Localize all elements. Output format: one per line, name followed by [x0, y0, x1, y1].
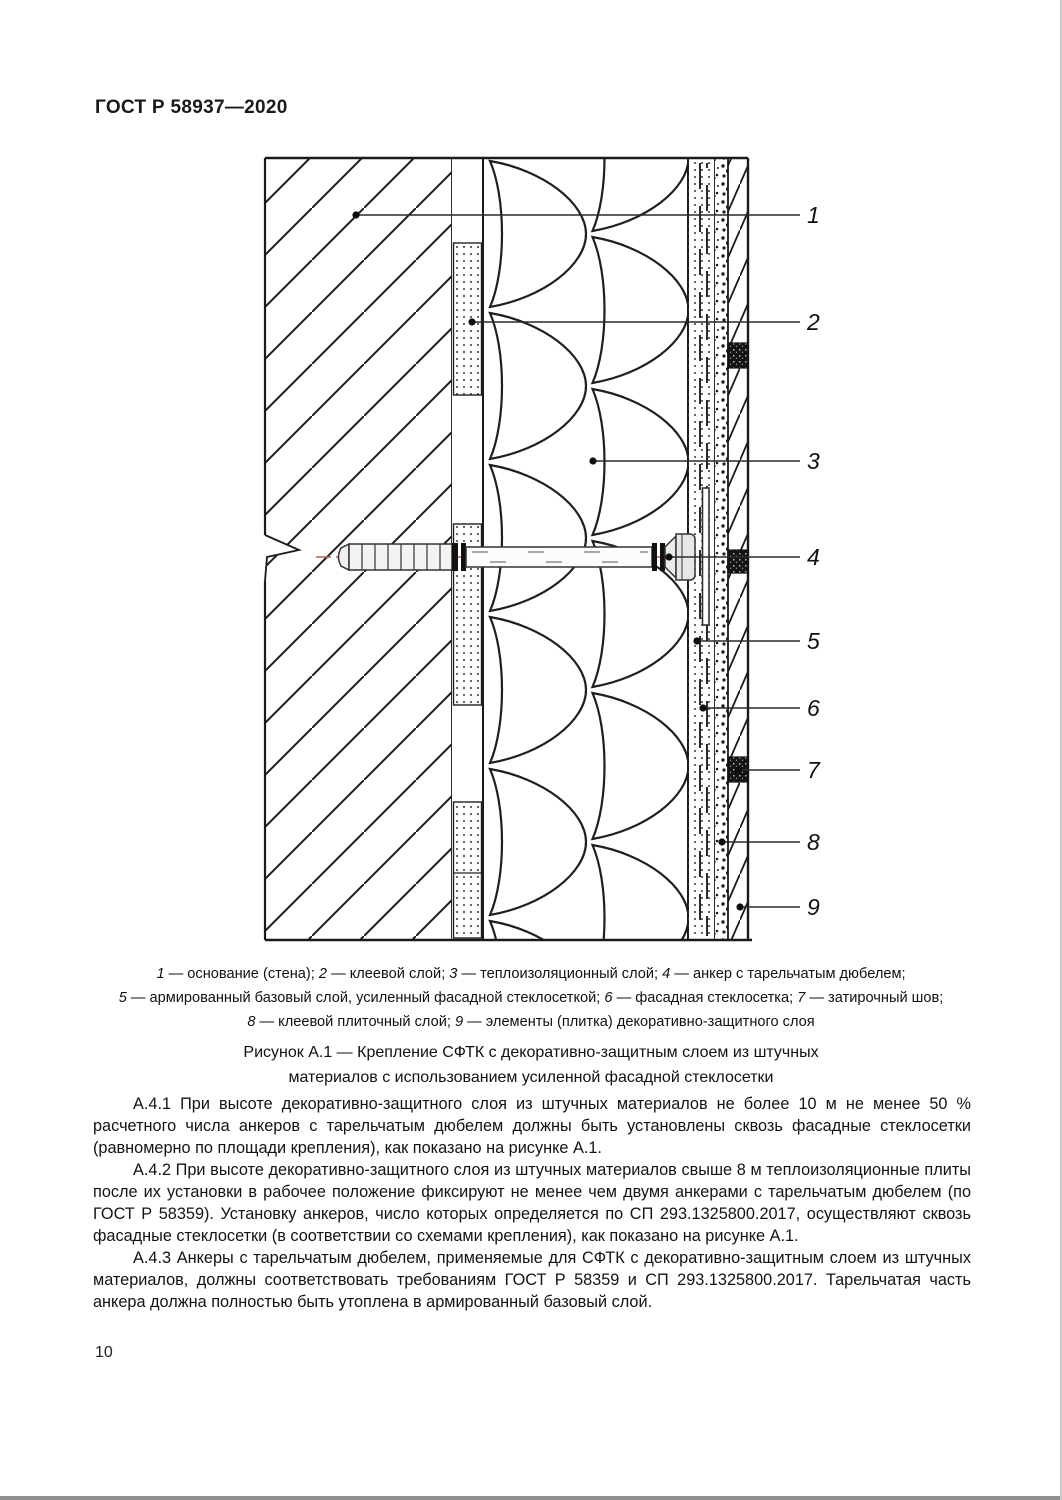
callout-numbers: [806, 202, 821, 920]
page-number: 10: [95, 1344, 113, 1361]
wall-section-drawing: [250, 150, 840, 950]
legend-item-number: 7: [797, 990, 806, 1006]
figure-a1-diagram: [250, 150, 840, 950]
layer-tile-adhesive: [715, 158, 728, 940]
legend-item-number: 2: [318, 966, 328, 982]
grout-joint: [728, 550, 748, 573]
legend-item-text: — фасадная стеклосетка;: [612, 990, 798, 1006]
callout-number-3: 3: [807, 448, 820, 474]
paragraph-a41: А.4.1 При высоте декоративно-защитного слоя из штучных материалов не более 10 м не менее 50 % расчетного числа анкеров с тарельчатым дюбелем должны быть установлены сквозь фасадные стеклосетки (равномерно по площади крепления), как показано на рисунке А.1.: [93, 1095, 971, 1157]
callout-number-5: 5: [807, 628, 820, 654]
legend-item-number: 9: [454, 1014, 464, 1030]
legend-item-number: 8: [247, 1014, 256, 1030]
legend-line: [0, 962, 1062, 986]
paragraph-a42: А.4.2 При высоте декоративно-защитного слоя из штучных материалов свыше 8 м теплоизоляционные плиты после их установки в рабочее положение фиксируют не менее чем двумя анкерами с тарельчатым дюбелем (по ГОСТ Р 58359). Установку анкеров, число которых определяется по СП 293.1325800.2017, осуществляют сквозь фасадные стеклосетки (в соответствии со схемами крепления), как показано на рисунке А.1.: [93, 1161, 971, 1245]
callout-number-8: 8: [807, 829, 820, 855]
legend-item-text: — клеевой слой;: [327, 966, 450, 982]
standard-code-header: ГОСТ Р 58937—2020: [95, 97, 288, 118]
legend-item-text: — основание (стена);: [164, 966, 319, 982]
legend-item-text: — элементы (плитка) декоративно-защитного слоя: [463, 1014, 815, 1030]
legend-item-number: 6: [604, 990, 613, 1006]
grout-joint: [728, 343, 748, 368]
legend-item-number: 4: [662, 966, 671, 982]
callout-number-7: 7: [807, 757, 820, 783]
callout-number-2: 2: [807, 309, 820, 335]
anchor-collar: [452, 543, 458, 571]
callout-number-4: 4: [807, 544, 820, 570]
legend-line: [0, 1010, 1062, 1034]
figure-caption-line-1: Рисунок А.1 — Крепление СФТК с декоративно-защитным слоем из штучных: [243, 1044, 819, 1061]
legend-line: [0, 986, 1062, 1010]
legend-item-text: — теплоизоляционный слой;: [457, 966, 663, 982]
legend-item-text: — затирочный шов;: [805, 990, 944, 1006]
callout-number-1: 1: [807, 202, 820, 228]
figure-caption-line-2: материалов с использованием усиленной фасадной стеклосетки: [288, 1069, 774, 1086]
figure-legend: [0, 962, 1062, 1034]
figure-caption: [0, 1040, 1062, 1090]
callout-number-6: 6: [807, 695, 820, 721]
legend-item-text: — анкер с тарельчатым дюбелем;: [670, 966, 906, 982]
paragraph-a43: А.4.3 Анкеры с тарельчатым дюбелем, применяемые для СФТК с декоративно-защитным слоем из штучных материалов, должны соответствовать требованиям ГОСТ Р 58359 и СП 293.1325800.2017. Тарельчатая часть анкера должна полностью быть утоплена в армированный базовый слой.: [93, 1249, 971, 1311]
legend-item-number: 5: [118, 990, 127, 1006]
legend-item-number: 1: [156, 966, 165, 982]
callout-number-9: 9: [807, 894, 820, 920]
legend-item-number: 3: [449, 966, 458, 982]
layer-tiles: [728, 158, 748, 940]
scan-edge: [0, 1496, 1062, 1500]
anchor-collar: [652, 543, 657, 571]
legend-item-text: — армированный базовый слой, усиленный фасадной стеклосеткой;: [126, 990, 605, 1006]
anchor-shaft: [466, 547, 652, 567]
legend-item-text: — клеевой плиточный слой;: [255, 1014, 455, 1030]
body-text: [93, 1093, 971, 1313]
